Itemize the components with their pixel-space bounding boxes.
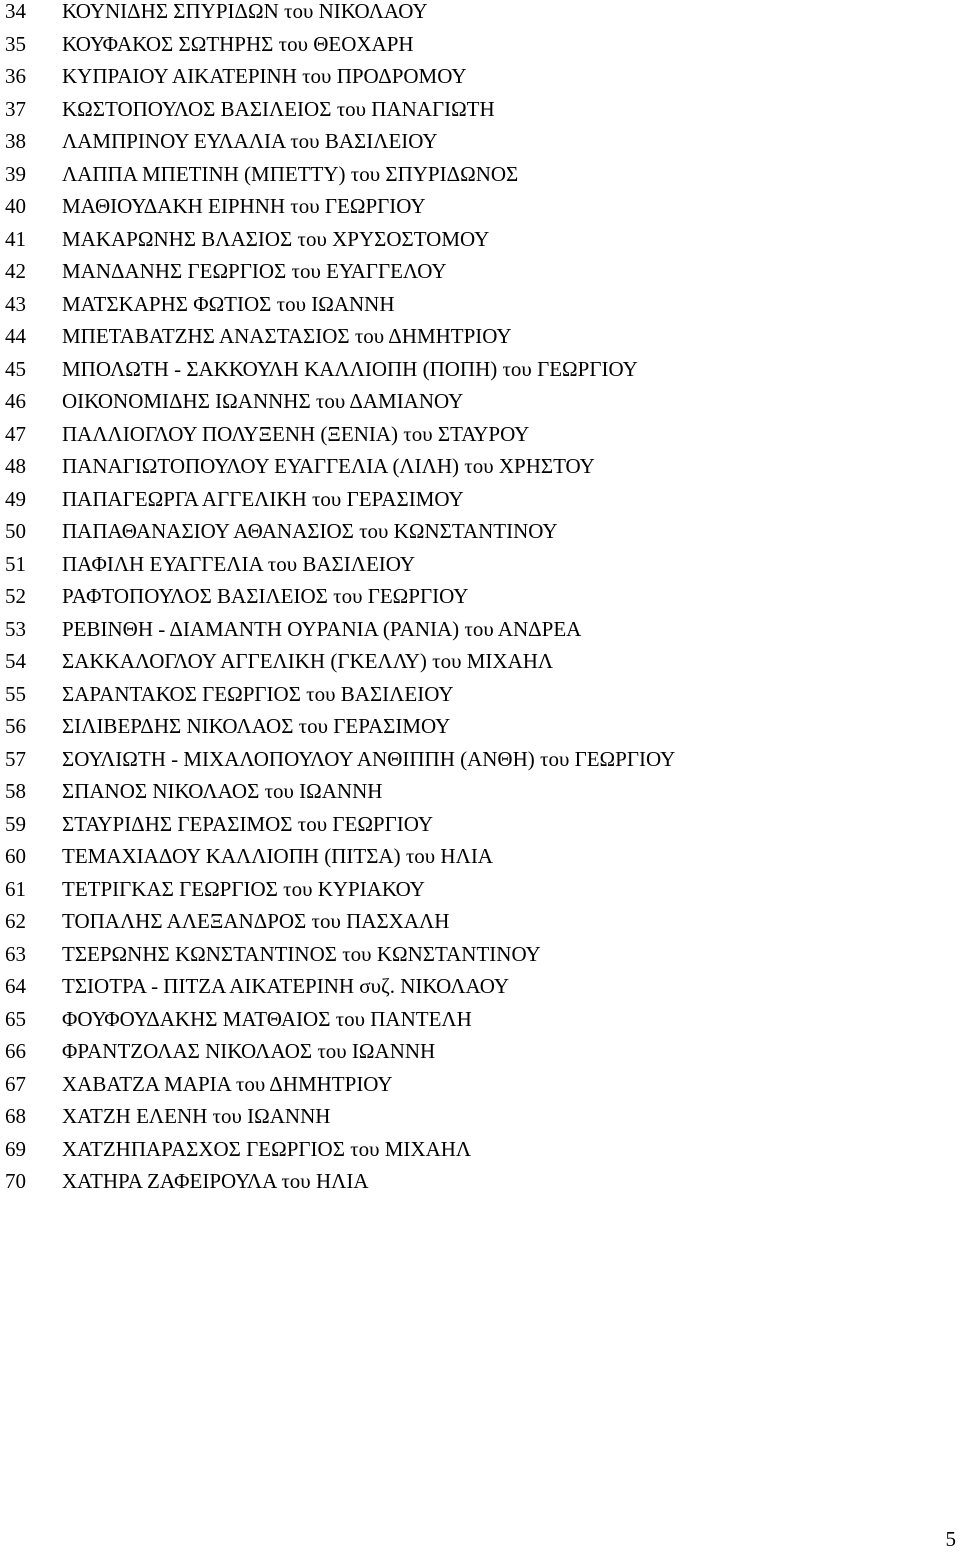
entry-name: ΤΕΤΡΙΓΚΑΣ ΓΕΩΡΓΙΟΣ του ΚΥΡΙΑΚΟΥ (62, 876, 425, 901)
entry-name: ΛΑΠΠΑ ΜΠΕΤΙΝΗ (ΜΠΕΤΤΥ) του ΣΠΥΡΙΔΩΝΟΣ (62, 161, 519, 186)
entry-number: 56 (5, 714, 26, 738)
entry-number: 55 (5, 681, 26, 706)
entry-number: 58 (5, 779, 26, 803)
entry-name: ΧΑΒΑΤΖΑ ΜΑΡΙΑ του ΔΗΜΗΤΡΙΟΥ (62, 1071, 393, 1096)
entry-number: 47 (5, 421, 26, 446)
entry-name: ΣΟΥΛΙΩΤΗ - ΜΙΧΑΛΟΠΟΥΛΟΥ ΑΝΘΙΠΠΗ (ΑΝΘΗ) του ΓΕΩΡΓΙΟΥ (62, 746, 676, 771)
entry-name: ΚΟΥΝΙΔΗΣ ΣΠΥΡΙΔΩΝ του ΝΙΚΟΛΑΟΥ (62, 0, 428, 23)
entry-name: ΜΑΤΣΚΑΡΗΣ ΦΩΤΙΟΣ του ΙΩΑΝΝΗ (62, 291, 395, 316)
entry-name: ΦΡΑΝΤΖΟΛΑΣ ΝΙΚΟΛΑΟΣ του ΙΩΑΝΝΗ (62, 1039, 436, 1063)
entry-name: ΡΑΦΤΟΠΟΥΛΟΣ ΒΑΣΙΛΕΙΟΣ του ΓΕΩΡΓΙΟΥ (62, 584, 469, 608)
entry-number: 52 (5, 584, 26, 608)
entry-number: 60 (5, 844, 26, 868)
entry-name: ΚΟΥΦΑΚΟΣ ΣΩΤΗΡΗΣ του ΘΕΟΧΑΡΗ (62, 31, 414, 56)
entry-number: 48 (5, 454, 26, 478)
entry-name: ΜΑΚΑΡΩΝΗΣ ΒΛΑΣΙΟΣ του ΧΡΥΣΟΣΤΟΜΟΥ (62, 226, 490, 251)
entry-name: ΤΣΙΟΤΡΑ - ΠΙΤΖΑ ΑΙΚΑΤΕΡΙΝΗ συζ. ΝΙΚΟΛΑΟΥ (62, 974, 510, 998)
entry-name: ΛΑΜΠΡΙΝΟΥ ΕΥΛΑΛΙΑ του ΒΑΣΙΛΕΙΟΥ (62, 129, 438, 153)
entry-name: ΣΑΚΚΑΛΟΓΛΟΥ ΑΓΓΕΛΙΚΗ (ΓΚΕΛΛΥ) του ΜΙΧΑΗΛ (62, 649, 554, 673)
entry-name: ΠΑΦΙΛΗ ΕΥΑΓΓΕΛΙΑ του ΒΑΣΙΛΕΙΟΥ (62, 551, 416, 576)
entry-number: 70 (5, 1169, 26, 1193)
entry-number: 69 (5, 1136, 26, 1161)
entry-number: 38 (5, 129, 26, 153)
entry-number: 50 (5, 519, 26, 543)
entry-number: 64 (5, 974, 26, 998)
entry-number: 34 (5, 0, 26, 23)
entry-number: 51 (5, 551, 26, 576)
entry-name: ΜΠΕΤΑΒΑΤΖΗΣ ΑΝΑΣΤΑΣΙΟΣ του ΔΗΜΗΤΡΙΟΥ (62, 324, 512, 348)
entry-name: ΧΑΤΖΗΠΑΡΑΣΧΟΣ ΓΕΩΡΓΙΟΣ του ΜΙΧΑΗΛ (62, 1136, 472, 1161)
entry-name: ΜΑΝΔΑΝΗΣ ΓΕΩΡΓΙΟΣ του ΕΥΑΓΓΕΛΟΥ (62, 259, 447, 283)
entry-number: 40 (5, 194, 26, 218)
entry-number: 39 (5, 161, 26, 186)
entry-name: ΤΕΜΑΧΙΑΔΟΥ ΚΑΛΛΙΟΠΗ (ΠΙΤΣΑ) του ΗΛΙΑ (62, 844, 493, 868)
entry-name: ΣΑΡΑΝΤΑΚΟΣ ΓΕΩΡΓΙΟΣ του ΒΑΣΙΛΕΙΟΥ (62, 681, 454, 706)
entry-number: 66 (5, 1039, 26, 1063)
entry-number: 61 (5, 876, 26, 901)
entry-name: ΠΑΠΑΘΑΝΑΣΙΟΥ ΑΘΑΝΑΣΙΟΣ του ΚΩΝΣΤΑΝΤΙΝΟΥ (62, 519, 558, 543)
entry-number: 65 (5, 1006, 26, 1031)
entry-number: 35 (5, 31, 26, 56)
page-number: 5 (945, 1527, 956, 1551)
entry-number: 42 (5, 259, 26, 283)
entry-number: 36 (5, 64, 26, 88)
entry-name: ΠΑΛΛΙΟΓΛΟΥ ΠΟΛΥΞΕΝΗ (ΞΕΝΙΑ) του ΣΤΑΥΡΟΥ (62, 421, 530, 446)
entry-name: ΠΑΠΑΓΕΩΡΓΑ ΑΓΓΕΛΙΚΗ του ΓΕΡΑΣΙΜΟΥ (62, 486, 464, 511)
entry-number: 68 (5, 1104, 26, 1128)
entry-name: ΤΣΕΡΩΝΗΣ ΚΩΝΣΤΑΝΤΙΝΟΣ του ΚΩΝΣΤΑΝΤΙΝΟΥ (62, 941, 541, 966)
entry-number: 46 (5, 389, 26, 413)
entry-number: 59 (5, 811, 26, 836)
entry-number: 67 (5, 1071, 26, 1096)
entry-number: 57 (5, 746, 26, 771)
entry-name: ΧΑΤΗΡΑ ΖΑΦΕΙΡΟΥΛΑ του ΗΛΙΑ (62, 1169, 369, 1193)
entry-number: 63 (5, 941, 26, 966)
entry-number: 62 (5, 909, 26, 933)
entry-number: 49 (5, 486, 26, 511)
entry-name: ΦΟΥΦΟΥΔΑΚΗΣ ΜΑΤΘΑΙΟΣ του ΠΑΝΤΕΛΗ (62, 1006, 472, 1031)
entry-name: ΜΠΟΛΩΤΗ - ΣΑΚΚΟΥΛΗ ΚΑΛΛΙΟΠΗ (ΠΟΠΗ) του ΓΕΩΡΓΙΟΥ (62, 356, 638, 381)
entry-name: ΟΙΚΟΝΟΜΙΔΗΣ ΙΩΑΝΝΗΣ του ΔΑΜΙΑΝΟΥ (62, 389, 464, 413)
entry-name: ΧΑΤΖΗ ΕΛΕΝΗ του ΙΩΑΝΝΗ (62, 1104, 331, 1128)
entry-name: ΚΩΣΤΟΠΟΥΛΟΣ ΒΑΣΙΛΕΙΟΣ του ΠΑΝΑΓΙΩΤΗ (62, 96, 495, 121)
entry-name: ΡΕΒΙΝΘΗ - ΔΙΑΜΑΝΤΗ ΟΥΡΑΝΙΑ (ΡΑΝΙΑ) του ΑΝΔΡΕΑ (62, 616, 582, 641)
entry-number: 44 (5, 324, 26, 348)
entry-name: ΣΤΑΥΡΙΔΗΣ ΓΕΡΑΣΙΜΟΣ του ΓΕΩΡΓΙΟΥ (62, 811, 434, 836)
entry-name: ΠΑΝΑΓΙΩΤΟΠΟΥΛΟΥ ΕΥΑΓΓΕΛΙΑ (ΛΙΛΗ) του ΧΡΗΣΤΟΥ (62, 454, 595, 478)
entry-number: 43 (5, 291, 26, 316)
entry-number: 53 (5, 616, 26, 641)
entry-name: ΜΑΘΙΟΥΔΑΚΗ ΕΙΡΗΝΗ του ΓΕΩΡΓΙΟΥ (62, 194, 426, 218)
entry-name: ΣΠΑΝΟΣ ΝΙΚΟΛΑΟΣ του ΙΩΑΝΝΗ (62, 779, 383, 803)
entry-number: 54 (5, 649, 26, 673)
entry-name: ΣΙΛΙΒΕΡΔΗΣ ΝΙΚΟΛΑΟΣ του ΓΕΡΑΣΙΜΟΥ (62, 714, 451, 738)
entry-name: ΤΟΠΑΛΗΣ ΑΛΕΞΑΝΔΡΟΣ του ΠΑΣΧΑΛΗ (62, 909, 450, 933)
entry-number: 37 (5, 96, 26, 121)
entry-number: 45 (5, 356, 26, 381)
entry-number: 41 (5, 226, 26, 251)
entry-name: ΚΥΠΡΑΙΟΥ ΑΙΚΑΤΕΡΙΝΗ του ΠΡΟΔΡΟΜΟΥ (62, 64, 467, 88)
